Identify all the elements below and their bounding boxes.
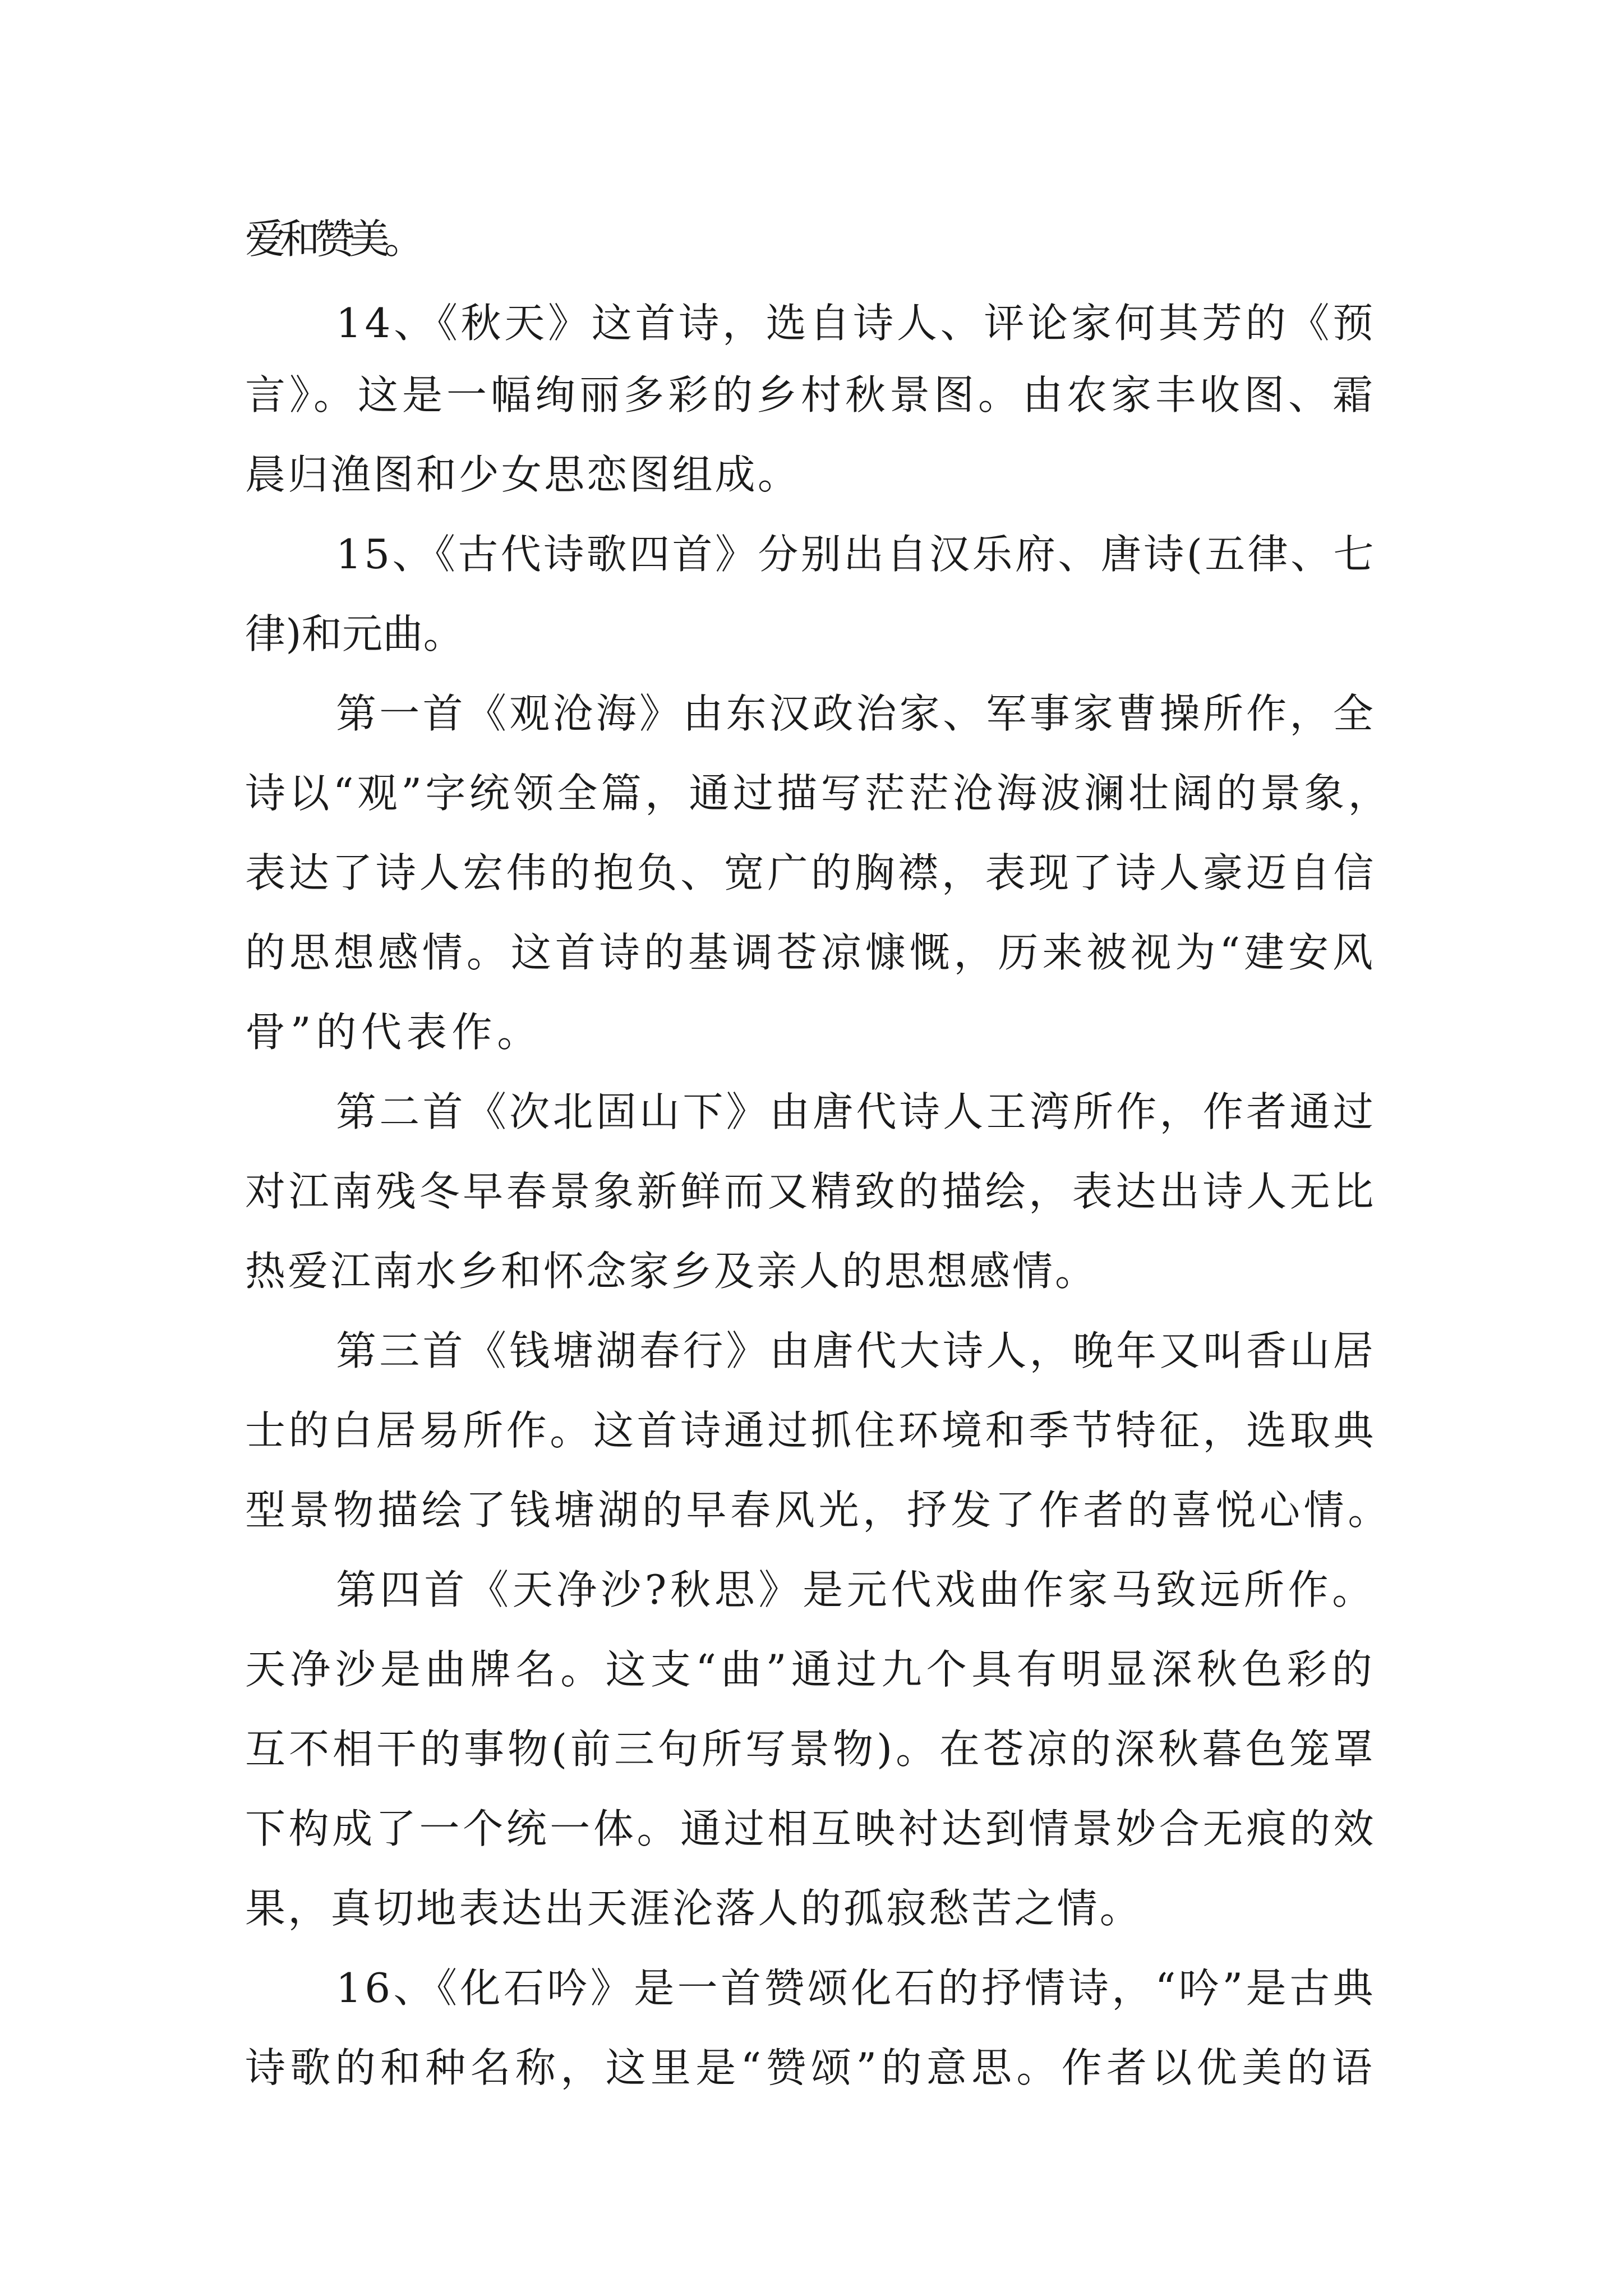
text-line: 言》。这是一幅绚丽多彩的乡村秋景图。由农家丰收图、霜	[245, 371, 1377, 418]
text-line: 对江南残冬早春景象新鲜而又精致的描绘，表达出诗人无比	[245, 1168, 1377, 1215]
text-line: 15、《古代诗歌四首》分别出自汉乐府、唐诗(五律、七	[336, 531, 1376, 578]
text-line: 表达了诗人宏伟的抱负、宽广的胸襟，表现了诗人豪迈自信	[245, 849, 1377, 896]
text-line: 型景物描绘了钱塘湖的早春风光，抒发了作者的喜悦心情。	[245, 1487, 1392, 1534]
text-line: 下构成了一个统一体。通过相互映衬达到情景妙合无痕的效	[245, 1805, 1377, 1852]
text-line: 16、《化石吟》是一首赞颂化石的抒情诗，“吟”是古典	[336, 1964, 1376, 2012]
text-line: 律)和元曲。	[245, 610, 464, 657]
text-line: 爱和赞美。	[245, 215, 419, 263]
text-line: 热爱江南水乡和怀念家乡及亲人的思想感情。	[245, 1248, 1098, 1295]
text-line: 果，真切地表达出天涯沦落人的孤寂愁苦之情。	[245, 1885, 1142, 1932]
text-line: 互不相干的事物(前三句所写景物)。在苍凉的深秋暮色笼罩	[245, 1726, 1377, 1773]
text-line: 第三首《钱塘湖春行》由唐代大诗人，晚年又叫香山居	[336, 1327, 1376, 1374]
text-line: 诗歌的和种名称，这里是“赞颂”的意思。作者以优美的语	[245, 2044, 1377, 2091]
text-line: 诗以“观”字统领全篇，通过描写茫茫沧海波澜壮阔的景象，	[245, 770, 1392, 817]
text-line: 的思想感情。这首诗的基调苍凉慷慨，历来被视为“建安风	[245, 929, 1377, 976]
text-line: 14、《秋天》这首诗，选自诗人、评论家何其芳的《预	[336, 300, 1376, 347]
text-line: 第四首《天净沙?秋思》是元代戏曲作家马致远所作。	[336, 1566, 1376, 1613]
text-line: 晨归渔图和少女思恋图组成。	[245, 451, 800, 498]
text-line: 骨”的代表作。	[245, 1009, 542, 1056]
text-line: 天净沙是曲牌名。这支“曲”通过九个具有明显深秋色彩的	[245, 1646, 1377, 1693]
text-line: 第一首《观沧海》由东汉政治家、军事家曹操所作，全	[336, 690, 1376, 737]
text-line: 第二首《次北固山下》由唐代诗人王湾所作，作者通过	[336, 1088, 1376, 1135]
text-line: 士的白居易所作。这首诗通过抓住环境和季节特征，选取典	[245, 1407, 1377, 1454]
